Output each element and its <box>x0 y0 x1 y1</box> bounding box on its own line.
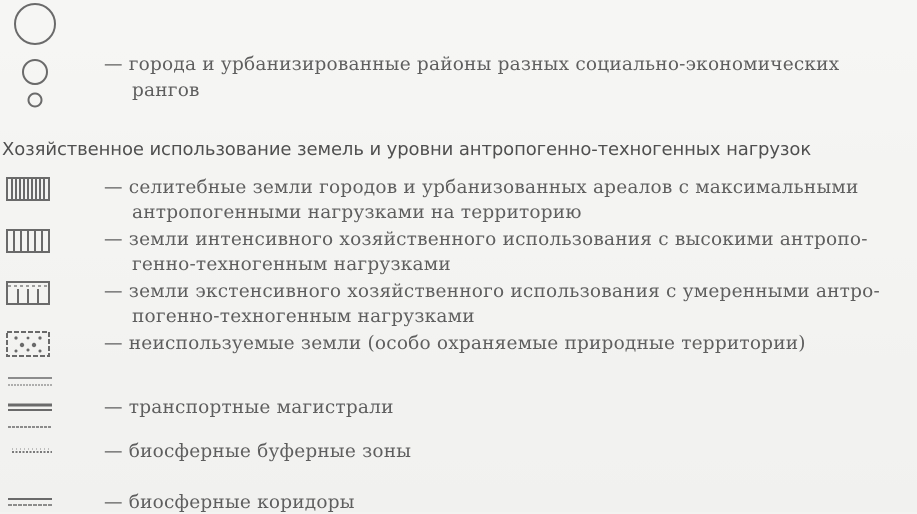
corridor-line-icon <box>6 496 54 510</box>
dense-vertical-hatch-icon <box>6 177 50 201</box>
legend-item-4-line-1: — неиспользуемые земли (особо охраняемые природные территории) <box>104 333 806 354</box>
legend-item-1-line-1: — селитебные земли городов и урбанизованных ареалов с максимальными <box>104 177 859 198</box>
legend-item-2-line-1: — земли интенсивного хозяйственного использования с высокими антропо- <box>104 229 868 250</box>
transport-lines-icon <box>6 375 54 429</box>
cities-legend-line-1: — города и урбанизированные районы разных социально-экономических <box>104 54 840 75</box>
cities-legend-line-2: рангов <box>132 80 200 101</box>
legend-item-6-line-1: — биосферные буферные зоны <box>104 441 412 462</box>
medium-vertical-hatch-icon <box>6 229 50 253</box>
dotted-box-icon <box>6 331 50 357</box>
city-circles-icon <box>4 2 74 114</box>
sparse-vertical-hatch-icon <box>6 281 50 305</box>
land-use-heading: Хозяйственное использование земель и уровни антропогенно-техногенных нагрузок <box>2 139 812 160</box>
legend-item-3-line-1: — земли экстенсивного хозяйственного использования с умеренными антро- <box>104 281 880 302</box>
legend-item-3-line-2: погенно-техногенным нагрузками <box>132 306 475 327</box>
legend-item-5-line-1: — транспортные магистрали <box>104 397 394 418</box>
legend-item-1-line-2: антропогенными нагрузками на территорию <box>132 202 582 223</box>
legend-item-2-line-2: генно-техногенным нагрузками <box>132 254 451 275</box>
legend-item-7-line-1: — биосферные коридоры <box>104 492 355 513</box>
buffer-zone-line-icon <box>10 446 54 456</box>
